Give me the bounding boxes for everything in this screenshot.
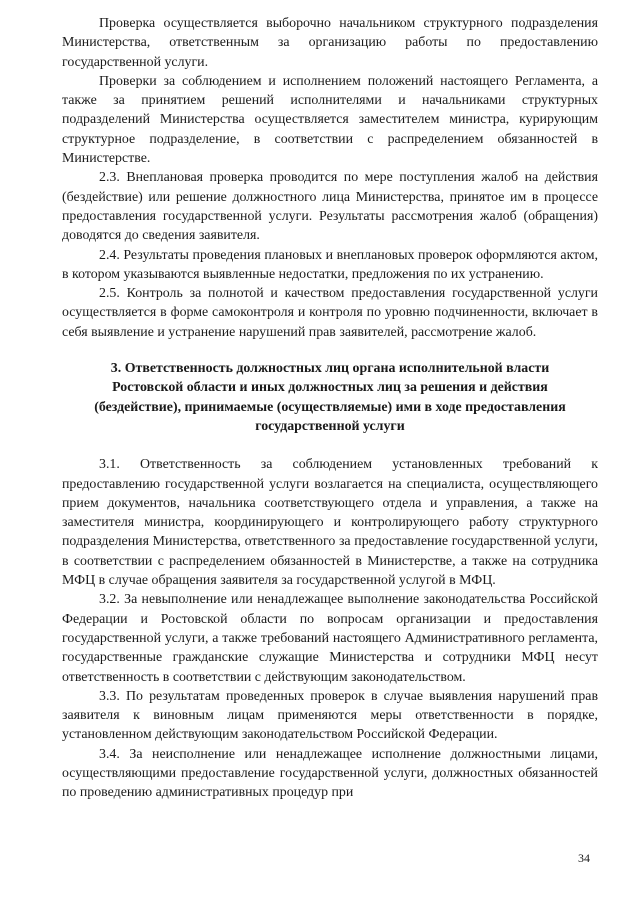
paragraph-3-3: 3.3. По результатам проведенных проверок в случае выявления нарушений прав заявителя к виновным лицам применяются меры ответственности в порядке, установленном действующим законодательством Российской Федерации.	[62, 688, 598, 743]
paragraph-2-4: 2.4. Результаты проведения плановых и внеплановых проверок оформляются актом, в котором указываются выявленные недостатки, предложения по их устранению.	[62, 247, 598, 282]
section-3-heading: 3. Ответственность должностных лиц органа исполнительной власти Ростовской области и иных должностных лиц за решения и действия (бездействие), принимаемые (осуществляемые) ими в ходе предоставления государственной услуги	[94, 361, 566, 434]
paragraph-3-2: 3.2. За невыполнение или ненадлежащее выполнение законодательства Российской Федерации и Ростовской области по вопросам организации и предоставления государственной услуги, а также требований настоящего Административного регламента, государственные гражданские служащие Министерства и сотрудники МФЦ несут ответственность в соответствии с действующим законодательством.	[62, 592, 598, 685]
paragraph-3-4: 3.4. За неисполнение или ненадлежащее исполнение должностными лицами, осуществляющими предоставление государственной услуги, должностных обязанностей по проведению административных процедур при	[62, 746, 598, 801]
paragraph-2-5: 2.5. Контроль за полнотой и качеством предоставления государственной услуги осуществляется в форме самоконтроля и контроля по уровню подчиненности, включает в себя выявление и устранение нарушений прав заявителей, рассмотрение жалоб.	[62, 286, 598, 340]
paragraph-3-1: 3.1. Ответственность за соблюдением установленных требований к предоставлению государственной услуги возлагается на специалиста, осуществляющего прием документов, начальника соответствующего отдела и управления, а также на заместителя министра, координирующего и контролирующего работу структурного подразделения Министерства, ответственного за предоставление государственной услуги, в соответствии с распределением обязанностей в Министерстве, а также на сотрудника МФЦ в случае обращения заявителя за государственной услугой в МФЦ.	[62, 457, 598, 589]
page-number: 34	[578, 851, 590, 865]
document-page	[62, 14, 598, 803]
paragraph-inspection-selective: Проверка осуществляется выборочно начальником структурного подразделения Министерства, ответственным за организацию работы по предоставлению государственной услуги.	[62, 16, 598, 70]
paragraph-inspection-compliance: Проверки за соблюдением и исполнением положений настоящего Регламента, а также за принятием решений исполнителями и начальниками структурных подразделений Министерства осуществляется заместителем министра, курирующим структурное подразделение, в соответствии с распределением обязанностей в Министерстве.	[62, 73, 598, 167]
paragraph-2-3: 2.3. Внеплановая проверка проводится по мере поступления жалоб на действия (бездействие) или решение должностного лица Министерства, принятое им в процессе предоставления государственной услуги. Результаты рассмотрения жалоб (обращения) доводятся до сведения заявителя.	[62, 170, 598, 244]
